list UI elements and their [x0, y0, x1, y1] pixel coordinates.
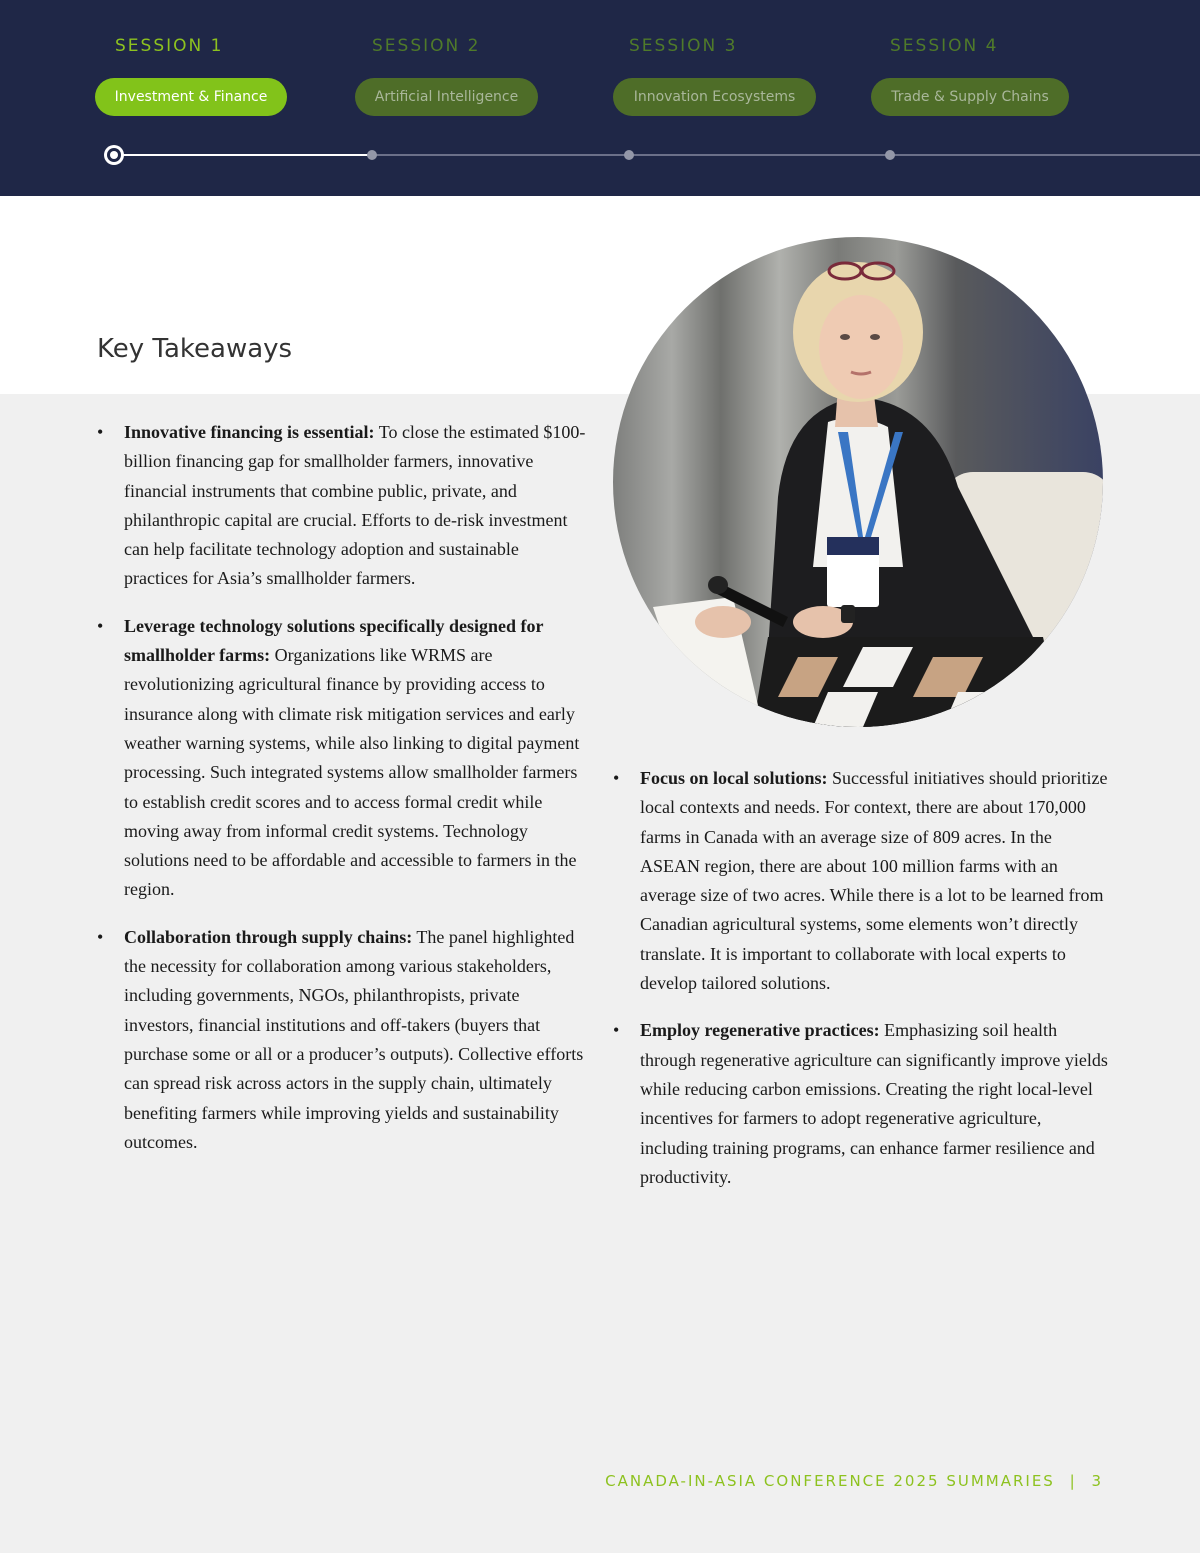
session-3-label: SESSION 3	[629, 36, 738, 56]
session-2-label: SESSION 2	[372, 36, 481, 56]
footer-title: CANADA-IN-ASIA CONFERENCE 2025 SUMMARIES	[605, 1472, 1055, 1490]
takeaway-body: Organizations like WRMS are revolutionizing agricultural finance by providing access to insurance along with climate risk mitigation services and early weather warning systems, while also linking to digital payment processing. Such integrated systems allow smallholder farmers to establish credit scores and to access formal credit while moving away from informal credit systems. Technology solutions need to be affordable and accessible to farmers in the region.	[124, 645, 580, 900]
takeaway-item	[613, 764, 1108, 998]
takeaway-body: To close the estimated $100-billion financing gap for smallholder farmers, innovative financial instruments that combine public, private, and philanthropic capital are crucial. Efforts to de-risk investment can help facilitate technology adoption and sustainable practices for Asia’s smallholder farmers.	[124, 422, 586, 589]
takeaway-body: Emphasizing soil health through regenerative agriculture can significantly improve yields while reducing carbon emissions. Creating the right local-level incentives for farmers to adopt regenerative agriculture, including training programs, can enhance farmer resilience and productivity.	[640, 1020, 1108, 1187]
takeaway-item	[97, 923, 587, 1157]
session-2-tab[interactable]: Artificial Intelligence	[355, 78, 538, 116]
footer-separator: |	[1069, 1472, 1077, 1490]
session-1-label: SESSION 1	[115, 36, 224, 56]
takeaway-body: The panel highlighted the necessity for collaboration among various stakeholders, including governments, NGOs, philanthropists, private investors, financial institutions and off-takers (buyers that purchase some or all or a producer’s outputs). Collective efforts can spread risk across actors in the supply chain, ultimately benefiting farmers while improving yields and sustainability outcomes.	[124, 926, 584, 1152]
takeaways-left-column	[97, 418, 587, 1175]
timeline-dot-3	[624, 150, 634, 160]
takeaway-heading: Employ regenerative practices:	[640, 1020, 880, 1041]
page-title: Key Takeaways	[97, 334, 293, 364]
session-4-label: SESSION 4	[890, 36, 999, 56]
takeaways-right-column	[613, 764, 1108, 1210]
timeline-current-marker	[104, 145, 124, 165]
session-4-tab[interactable]: Trade & Supply Chains	[871, 78, 1069, 116]
timeline-dot-4	[885, 150, 895, 160]
timeline-dot-2	[367, 150, 377, 160]
page-footer	[605, 1472, 1103, 1490]
session-header	[0, 0, 1200, 196]
session-3-tab[interactable]: Innovation Ecosystems	[613, 78, 816, 116]
takeaway-heading: Innovative financing is essential:	[124, 422, 375, 442]
takeaway-item	[97, 612, 587, 905]
page-number: 3	[1091, 1472, 1103, 1490]
takeaway-heading: Leverage technology solutions specifically designed for smallholder farms:	[124, 615, 544, 666]
takeaway-heading: Collaboration through supply chains:	[124, 926, 413, 947]
takeaway-heading: Focus on local solutions:	[640, 768, 828, 788]
takeaway-item	[613, 1016, 1108, 1192]
speaker-photo	[613, 237, 1103, 727]
timeline-progress	[114, 154, 372, 156]
session-1-tab[interactable]: Investment & Finance	[95, 78, 287, 116]
timeline-track	[372, 154, 1200, 156]
takeaway-body: Successful initiatives should prioritize local contexts and needs. For context, there are about 170,000 farms in Canada with an average size of 809 acres. In the ASEAN region, there are about 100 million farms with an average size of two acres. While there is a lot to be learned from Canadian agricultural systems, some elements won’t directly translate. It is important to collaborate with local experts to develop tailored solutions.	[640, 768, 1108, 994]
takeaway-item	[97, 418, 587, 594]
speaker-illustration	[613, 237, 1103, 727]
